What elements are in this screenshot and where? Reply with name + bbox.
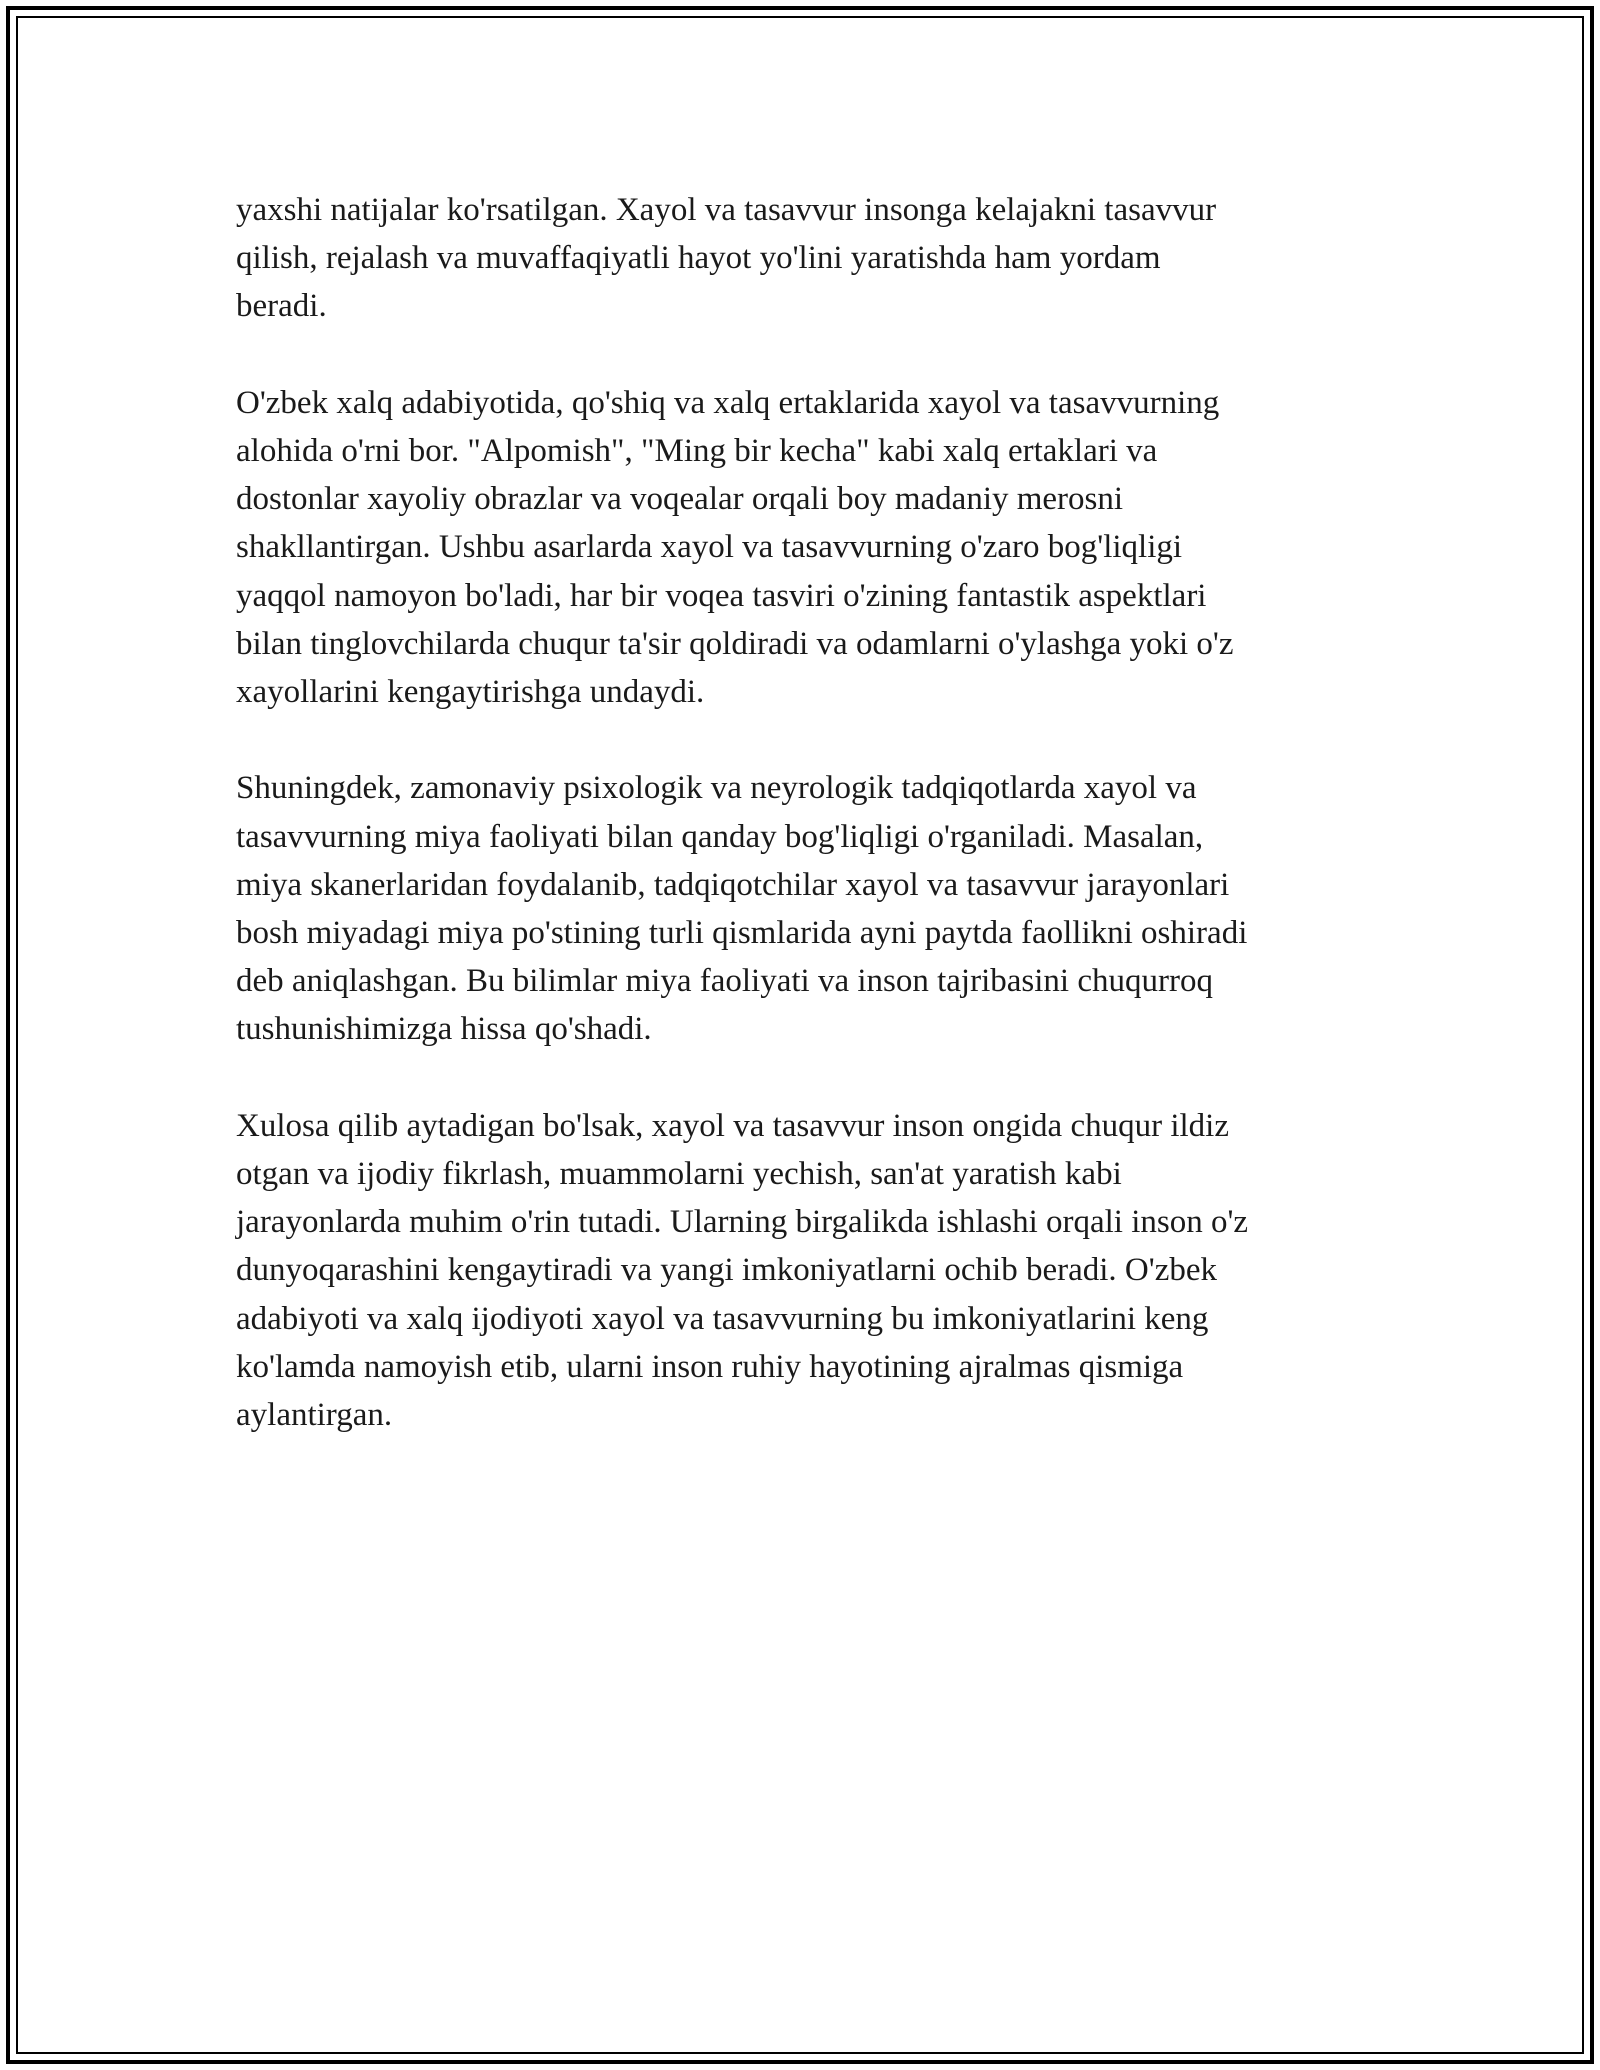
- body-text: [236, 186, 1386, 1439]
- paragraph-2: O'zbek xalq adabiyotida, qo'shiq va xalq ertaklarida xayol va tasavvurning alohida o'rni bor. "Alpomish", "Ming bir kecha" kabi xalq ertaklari va dostonlar xayoliy obrazlar va voqealar orqali boy madaniy merosni shakllantirgan. Ushbu asarlarda xayol va tasavvurning o'zaro bog'liqligi yaqqol namoyon bo'ladi, har bir voqea tasviri o'zining fantastik aspektlari bilan tinglovchilarda chuqur ta'sir qoldiradi va odamlarni o'ylashga yoki o'z xayollarini kengaytirishga undaydi.: [236, 384, 1234, 711]
- paragraph-4: Xulosa qilib aytadigan bo'lsak, xayol va tasavvur inson ongida chuqur ildiz otgan va ijodiy fikrlash, muammolarni yechish, san'at yaratish kabi jarayonlarda muhim o'rin tutadi. Ularning birgalikda ishlashi orqali inson o'z dunyoqarashini kengaytiradi va yangi imkoniyatlarni ochib beradi. O'zbek adabiyoti va xalq ijodiyoti xayol va tasavvurning bu imkoniyatlarini keng ko'lamda namoyish etib, ularni inson ruhiy hayotining ajralmas qismiga aylantirgan.: [236, 1107, 1249, 1434]
- paragraph-3: Shuningdek, zamonaviy psixologik va neyrologik tadqiqotlarda xayol va tasavvurning miya faoliyati bilan qanday bog'liqligi o'rganiladi. Masalan, miya skanerlaridan foydalanib, tadqiqotchilar xayol va tasavvur jarayonlari bosh miyadagi miya po'stining turli qismlarida ayni paytda faollikni oshiradi deb aniqlashgan. Bu bilimlar miya faoliyati va inson tajribasini chuqurroq tushunishimizga hissa qo'shadi.: [236, 770, 1248, 1048]
- paragraph-1: yaxshi natijalar ko'rsatilgan. Xayol va tasavvur insonga kelajakni tasavvur qilish, rejalash va muvaffaqiyatli hayot yo'lini yaratishda ham yordam beradi.: [236, 192, 1217, 325]
